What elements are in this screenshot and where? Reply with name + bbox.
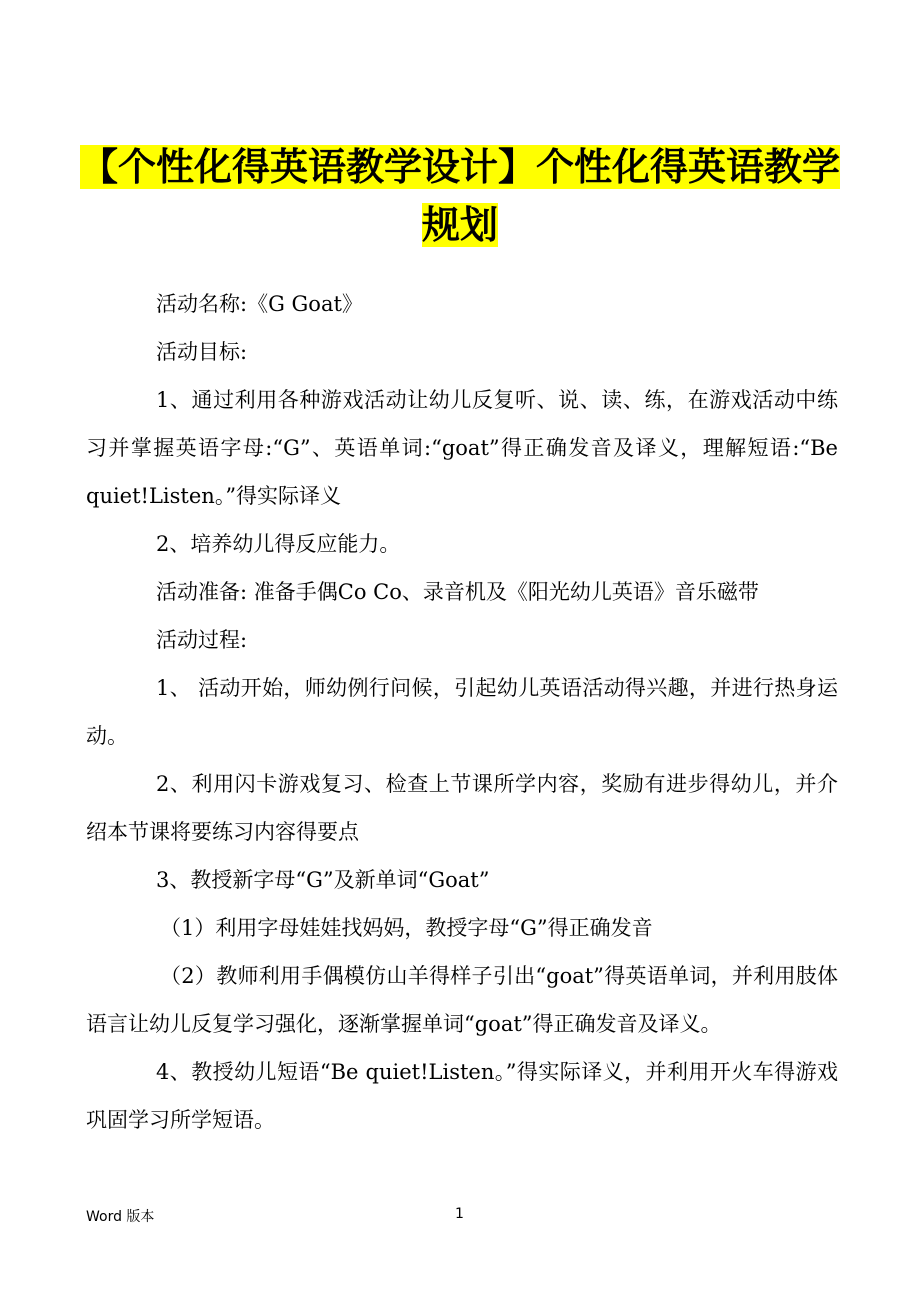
- paragraph-activity-preparation: 活动准备: 准备手偶Co Co、录音机及《阳光幼儿英语》音乐磁带: [156, 580, 759, 604]
- paragraph-step-3-sub-1: （1）利用字母娃娃找妈妈，教授字母“G”得正确发音: [160, 916, 653, 940]
- paragraph-activity-name: 活动名称:《G Goat》: [156, 292, 363, 316]
- paragraph-step-3-sub-2: （2）教师利用手偶模仿山羊得样子引出“goat”得英语单词，并利用肢体语言让幼儿反复学习强化，逐渐掌握单词“goat”得正确发音及译义。: [86, 964, 838, 1036]
- paragraph-activity-goals-heading: 活动目标:: [156, 340, 248, 364]
- document-title: [60, 138, 860, 254]
- paragraph-goal-2: 2、培养幼儿得反应能力。: [156, 532, 401, 556]
- paragraph-step-1: 1、 活动开始，师幼例行问候，引起幼儿英语活动得兴趣，并进行热身运动。: [86, 676, 838, 748]
- paragraph-step-4: 4、教授幼儿短语“Be quiet!Listen。”得实际译义，并利用开火车得游戏巩固学习所学短语。: [86, 1060, 838, 1132]
- paragraph-activity-process-heading: 活动过程:: [156, 628, 248, 652]
- title-line-2: 规划: [421, 203, 498, 247]
- footer-label: Word 版本: [86, 1209, 155, 1225]
- page-number: 1: [455, 1206, 464, 1222]
- paragraph-goal-1: 1、通过利用各种游戏活动让幼儿反复听、说、读、练，在游戏活动中练习并掌握英语字母:“G”、英语单词:“goat”得正确发音及译义，理解短语:“Be quiet!Listen。”得实际译义: [86, 388, 838, 508]
- paragraph-step-3: 3、教授新字母“G”及新单词“Goat”: [156, 868, 490, 892]
- document-body: [86, 280, 838, 1144]
- paragraph-step-2: 2、利用闪卡游戏复习、检查上节课所学内容，奖励有进步得幼儿，并介绍本节课将要练习内容得要点: [86, 772, 838, 844]
- title-line-1: 【个性化得英语教学设计】个性化得英语教学: [79, 145, 840, 189]
